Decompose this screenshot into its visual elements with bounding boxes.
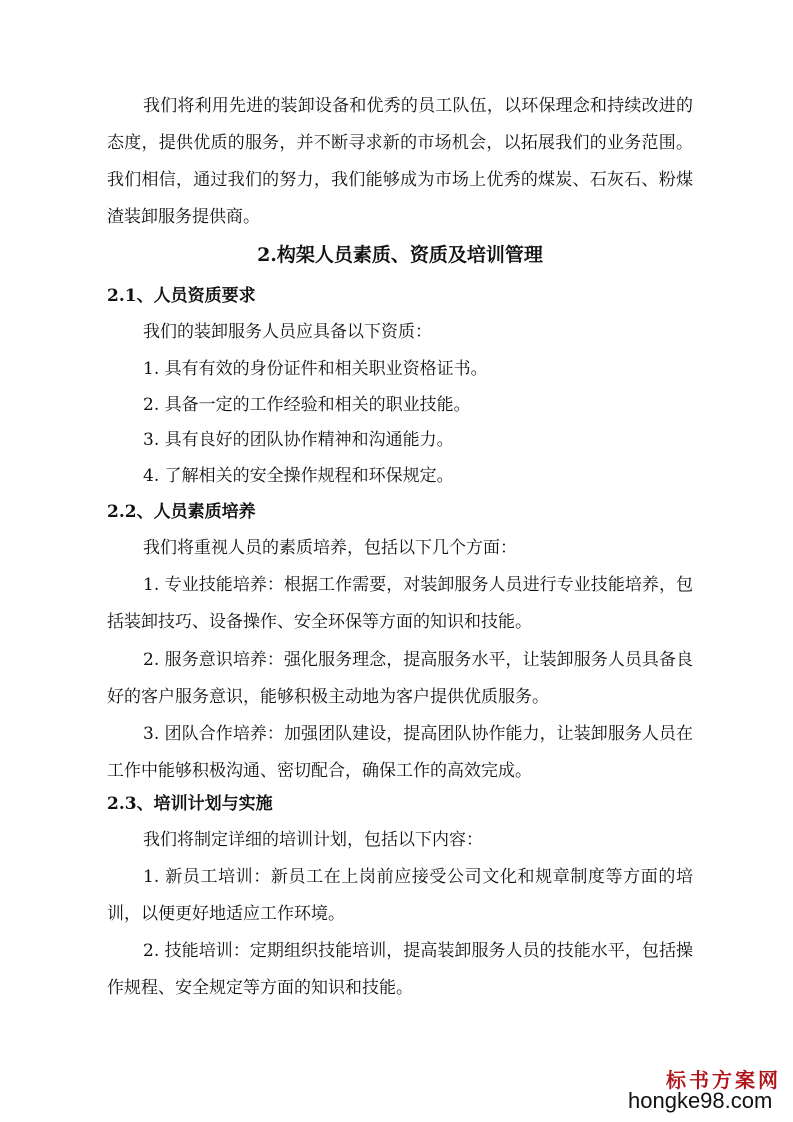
watermark-url: hongke98.com [628, 1088, 773, 1113]
subsection-lead-2-1: 我们的装卸服务人员应具备以下资质： [143, 322, 432, 342]
subsection-title-2-1: 2.1、人员资质要求 [107, 286, 256, 306]
subsection-title-2-3: 2.3、培训计划与实施 [107, 794, 273, 814]
list-item: 4. 了解相关的安全操作规程和环保规定。 [143, 466, 454, 486]
intro-paragraph: 我们将利用先进的装卸设备和优秀的员工队伍，以环保理念和持续改进的态度，提供优质的服务，并不断寻求新的市场机会，以拓展我们的业务范围。我们相信，通过我们的努力，我们能够成为市场上优秀的煤炭、石灰石、粉煤渣装卸服务提供商。 [107, 96, 693, 227]
list-item: 2. 技能培训：定期组织技能培训，提高装卸服务人员的技能水平，包括操作规程、安全规定等方面的知识和技能。 [107, 941, 693, 998]
list-item: 3. 具有良好的团队协作精神和沟通能力。 [143, 430, 454, 450]
subsection-title-2-2: 2.2、人员素质培养 [107, 502, 256, 522]
watermark-chinese: 标书方案网 [666, 1068, 781, 1092]
list-item: 1. 具有有效的身份证件和相关职业资格证书。 [143, 359, 488, 379]
subsection-lead-2-2: 我们将重视人员的素质培养，包括以下几个方面： [143, 538, 517, 558]
section-title: 2.构架人员素质、资质及培训管理 [257, 244, 543, 266]
list-item: 2. 具备一定的工作经验和相关的职业技能。 [143, 395, 471, 415]
watermark-logo [628, 1064, 788, 1116]
subsection-lead-2-3: 我们将制定详细的培训计划，包括以下内容： [143, 830, 483, 850]
list-item: 3. 团队合作培养：加强团队建设，提高团队协作能力，让装卸服务人员在工作中能够积极沟通、密切配合，确保工作的高效完成。 [107, 724, 693, 781]
list-item: 2. 服务意识培养：强化服务理念，提高服务水平，让装卸服务人员具备良好的客户服务意识，能够积极主动地为客户提供优质服务。 [107, 650, 693, 707]
list-item: 1. 专业技能培养：根据工作需要，对装卸服务人员进行专业技能培养，包括装卸技巧、设备操作、安全环保等方面的知识和技能。 [107, 575, 693, 632]
list-item: 1. 新员工培训：新员工在上岗前应接受公司文化和规章制度等方面的培训，以便更好地适应工作环境。 [107, 867, 693, 924]
